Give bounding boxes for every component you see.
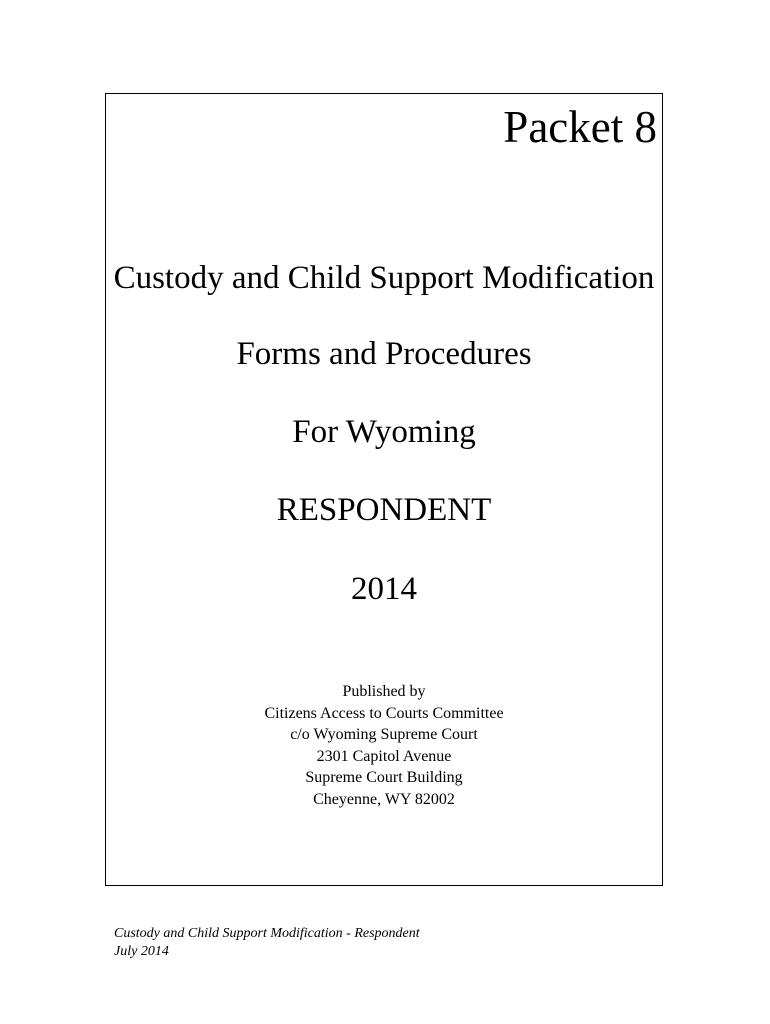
publisher-line-committee: Citizens Access to Courts Committee	[264, 704, 504, 722]
document-subtitle: Forms and Procedures	[236, 336, 532, 372]
publisher-line-published-by: Published by	[342, 683, 426, 700]
document-title: Custody and Child Support Modification	[113, 260, 655, 296]
document-year: 2014	[351, 571, 417, 607]
page-footer	[114, 925, 420, 961]
publisher-block	[106, 681, 662, 810]
publisher-line-city: Cheyenne, WY 82002	[313, 790, 455, 808]
state-line: For Wyoming	[292, 414, 476, 450]
cover-box	[105, 93, 663, 886]
party-role: RESPONDENT	[276, 492, 492, 528]
packet-label: Packet 8	[503, 102, 657, 152]
footer-date: July 2014	[114, 944, 169, 959]
footer-title: Custody and Child Support Modification - Respondent	[114, 926, 420, 941]
publisher-line-court: c/o Wyoming Supreme Court	[290, 726, 478, 743]
publisher-line-building: Supreme Court Building	[305, 769, 463, 786]
publisher-line-street: 2301 Capitol Avenue	[316, 747, 452, 765]
